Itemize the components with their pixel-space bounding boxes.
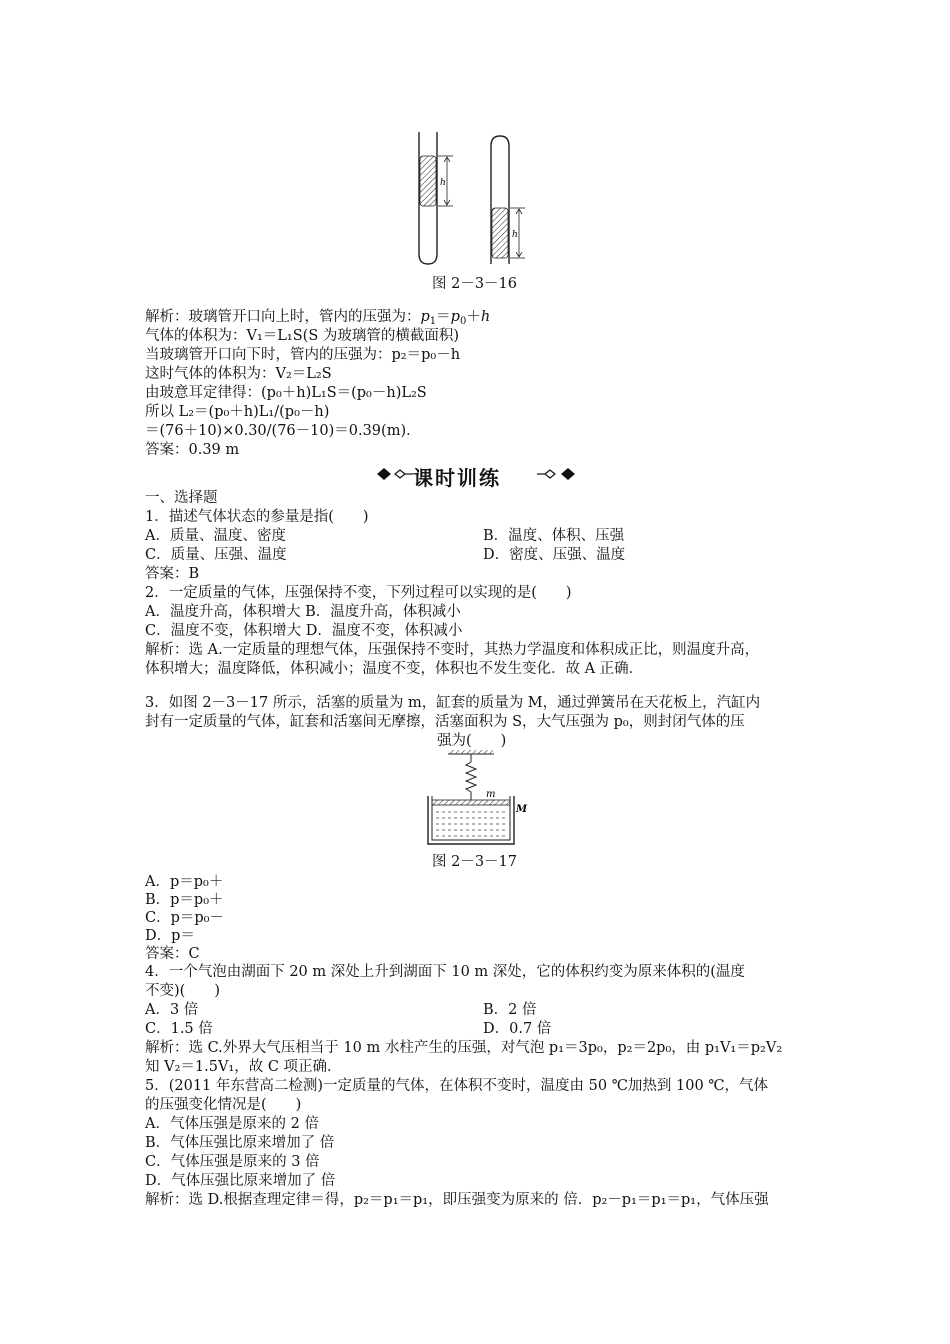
q5-stem-1: 5．(2011 年东营高二检测)一定质量的气体，在体积不变时，温度由 50 ℃加热到 100 ℃，气体 xyxy=(145,1078,769,1094)
q3-stem-1: 3．如图 2－3－17 所示，活塞的质量为 m，缸套的质量为 M，通过弹簧吊在天花板上，汽缸内 xyxy=(145,695,761,711)
q1-option-c: C．质量、压强、温度 xyxy=(145,547,287,563)
q2-stem: 2．一定质量的气体，压强保持不变，下列过程可以实现的是( ) xyxy=(145,585,572,601)
figure-2-3-17 xyxy=(410,748,540,848)
q2-solution-2: 体积增大；温度降低，体积减小；温度不变，体积也不发生变化．故 A 正确． xyxy=(145,661,644,677)
q4-option-c: C．1.5 倍 xyxy=(145,1021,213,1037)
diamond-decoration-icon xyxy=(535,466,579,482)
q5-solution-1: 解析：选 D.根据查理定律＝得，p₂＝p₁＝p₁，即压强变为原来的 倍．p₂－p₁＝p₁＝p₁，气体压强 xyxy=(145,1192,769,1208)
h-label-right: h xyxy=(512,230,518,240)
q4-option-d: D．0.7 倍 xyxy=(483,1021,552,1037)
mercury-column-right xyxy=(492,208,508,258)
figure-2-3-16 xyxy=(405,128,545,268)
q4-stem-2: 不变)( ) xyxy=(145,983,220,999)
mercury-column-left xyxy=(420,156,436,206)
q3-answer: 答案：C xyxy=(145,946,200,962)
tube-open-up xyxy=(419,132,453,264)
M-label: M xyxy=(516,804,528,815)
q5-option-d: D．气体压强比原来增加了 倍 xyxy=(145,1173,336,1189)
piston xyxy=(432,800,510,805)
solution-line-5: 由玻意耳定律得：(p₀＋h)L₁S＝(p₀－h)L₂S xyxy=(145,385,427,401)
solution-line-1: 解析：玻璃管开口向上时，管内的压强为：$p_1=p_0+h$ xyxy=(145,309,491,327)
figure-2-3-16-caption: 图 2－3－16 xyxy=(432,276,518,292)
q4-option-b: B．2 倍 xyxy=(483,1002,537,1018)
ceiling xyxy=(448,750,494,754)
q3-stem-2: 封有一定质量的气体，缸套和活塞间无摩擦，活塞面积为 S，大气压强为 p₀，则封闭气体的压 xyxy=(145,714,745,730)
q4-solution-2: 知 V₂＝1.5V₁，故 C 项正确． xyxy=(145,1059,342,1075)
q2-solution-1: 解析：选 A.一定质量的理想气体，压强保持不变时，其热力学温度和体积成正比，则温度升高， xyxy=(145,642,760,658)
q5-stem-2: 的压强变化情况是( ) xyxy=(145,1097,302,1113)
section-title: 课时训练 xyxy=(413,466,501,490)
cylinder xyxy=(428,796,514,844)
solution-answer: 答案：0.39 m xyxy=(145,442,240,458)
solution-line-7: ＝(76＋10)×0.30/(76－10)＝0.39(m)． xyxy=(145,423,421,439)
q2-options-ab: A．温度升高，体积增大 B．温度升高，体积减小 xyxy=(145,604,461,620)
q1-option-b: B．温度、体积、压强 xyxy=(483,528,625,544)
tube-open-down xyxy=(491,136,525,264)
figure-2-3-17-caption: 图 2－3－17 xyxy=(432,854,518,870)
q1-answer: 答案：B xyxy=(145,566,200,582)
section-header xyxy=(375,460,585,488)
q1-option-d: D．密度、压强、温度 xyxy=(483,547,626,563)
q3-stem-3: 强为( ) xyxy=(437,733,507,749)
q1-stem: 1．描述气体状态的参量是指( ) xyxy=(145,509,369,525)
q3-option-d: D．p＝ xyxy=(145,928,195,944)
solution-line-2: 气体的体积为：V₁＝L₁S(S 为玻璃管的横截面积) xyxy=(145,328,460,344)
solution-line-4: 这时气体的体积为：V₂＝L₂S xyxy=(145,366,332,382)
q4-solution-1: 解析：选 C.外界大气压相当于 10 m 水柱产生的压强，对气泡 p₁＝3p₀，p₂＝2p₀，由 p₁V₁＝p₂V₂ xyxy=(145,1040,783,1056)
diamond-decoration-icon xyxy=(375,466,415,482)
h-label-left: h xyxy=(440,178,446,188)
q5-option-a: A．气体压强是原来的 2 倍 xyxy=(145,1116,319,1132)
q3-option-a: A．p＝p₀＋ xyxy=(145,874,224,890)
q4-stem-1: 4．一个气泡由湖面下 20 m 深处上升到湖面下 10 m 深处，它的体积约变为原来体积的(温度 xyxy=(145,964,745,980)
q4-option-a: A．3 倍 xyxy=(145,1002,199,1018)
q2-options-cd: C．温度不变，体积增大 D．温度不变，体积减小 xyxy=(145,623,463,639)
m-label: m xyxy=(486,789,496,800)
q5-option-b: B．气体压强比原来增加了 倍 xyxy=(145,1135,335,1151)
q3-option-c: C．p＝p₀－ xyxy=(145,910,224,926)
q3-option-b: B．p＝p₀＋ xyxy=(145,892,224,908)
q1-option-a: A．质量、温度、密度 xyxy=(145,528,286,544)
part-title: 一、选择题 xyxy=(145,490,218,506)
q5-option-c: C．气体压强是原来的 3 倍 xyxy=(145,1154,320,1170)
solution-line-3: 当玻璃管开口向下时，管内的压强为：p₂＝p₀－h xyxy=(145,347,461,363)
solution-line-6: 所以 L₂＝(p₀＋h)L₁/(p₀－h) xyxy=(145,404,330,420)
spring-icon xyxy=(466,754,476,800)
